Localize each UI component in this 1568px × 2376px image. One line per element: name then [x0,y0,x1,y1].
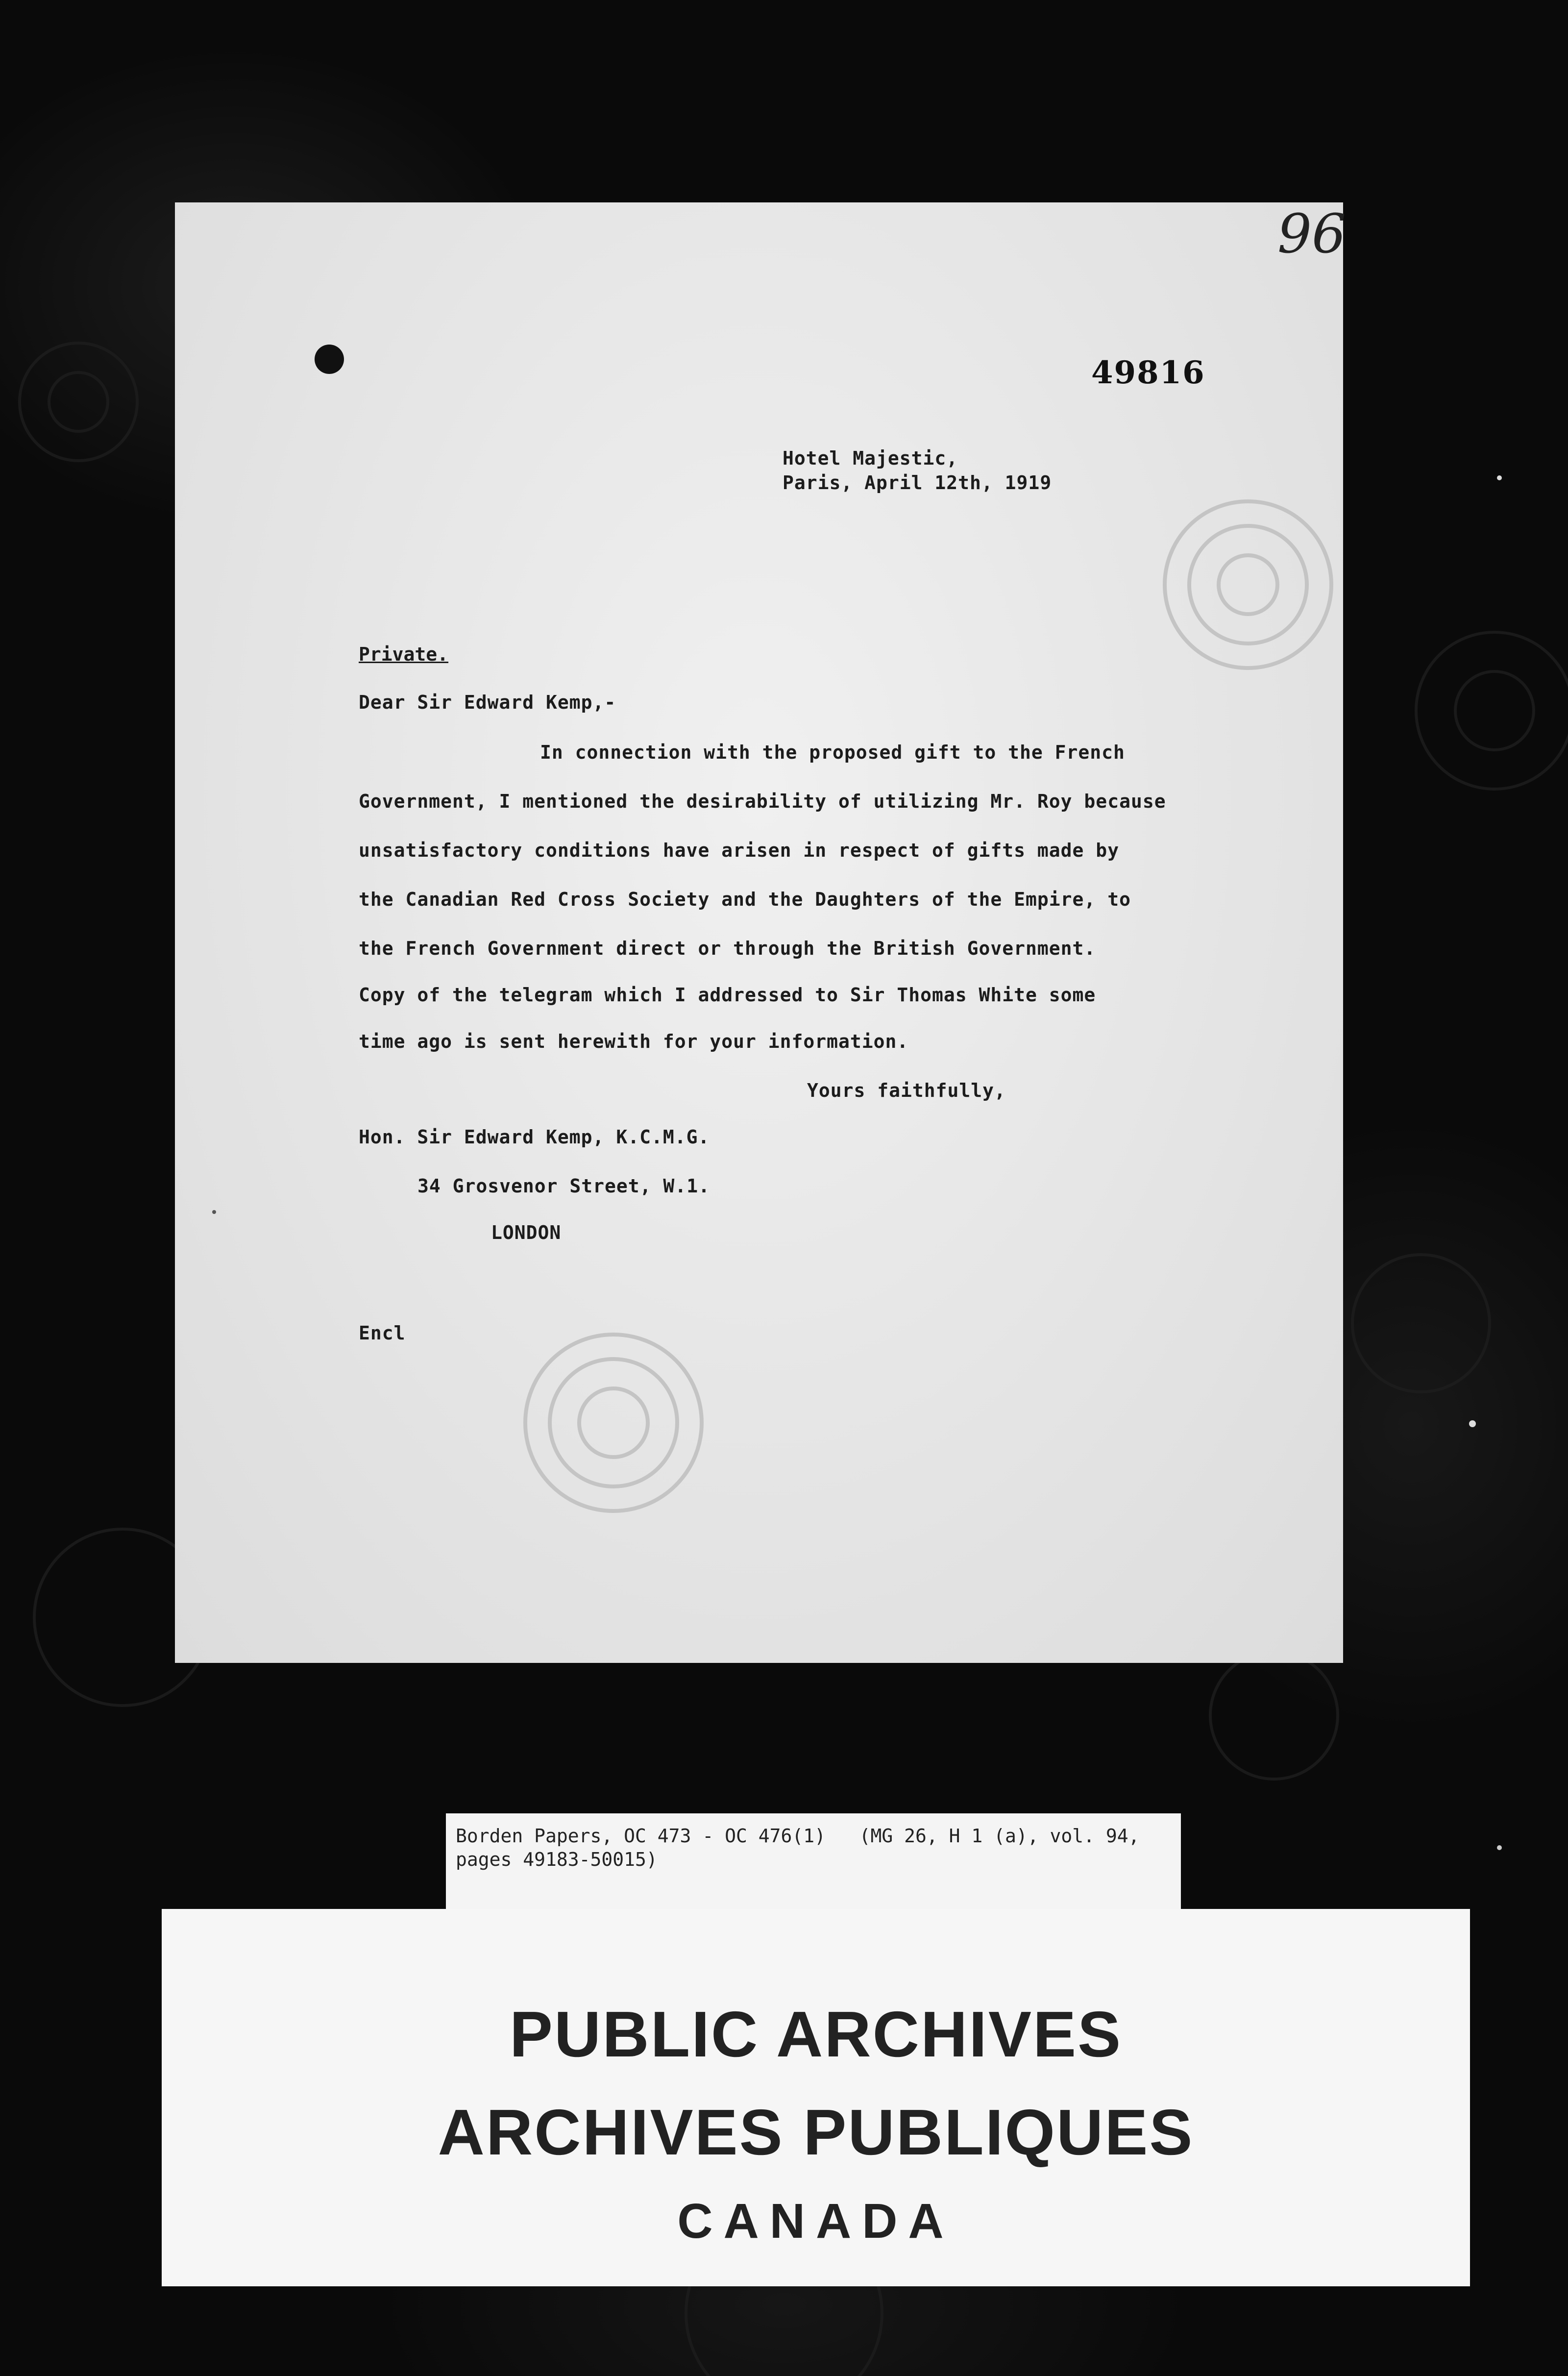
banner-line-english: PUBLIC ARCHIVES [509,1998,1123,2070]
body-line-2: Government, I mentioned the desirability of utilizing Mr. Roy because [359,791,1166,812]
archive-stamp-marks [175,202,1343,1663]
body-line-4: the Canadian Red Cross Society and the Daughters of the Empire, to [359,889,1131,910]
body-line-3: unsatisfactory conditions have arisen in respect of gifts made by [359,840,1120,861]
archive-citation-label: Borden Papers, OC 473 - OC 476(1) (MG 26, H 1 (a), vol. 94, pages 49183-50015) [446,1813,1181,1911]
letter-page [175,202,1346,1663]
classification-label: Private. [359,644,449,665]
sender-address-line-2: Paris, April 12th, 1919 [783,472,1052,494]
body-line-6: Copy of the telegram which I addressed to Sir Thomas White some [359,984,1096,1006]
body-line-1: In connection with the proposed gift to the French [540,742,1125,763]
salutation: Dear Sir Edward Kemp,- [359,692,616,713]
body-line-5: the French Government direct or through the British Government. [359,938,1096,959]
recipient-city: LONDON [491,1222,562,1243]
closing: Yours faithfully, [807,1080,1006,1101]
public-archives-banner [162,1909,1470,2286]
banner-line-country: CANADA [677,2194,955,2249]
body-line-7: time ago is sent herewith for your information. [359,1031,909,1052]
enclosure-note: Encl [359,1322,406,1344]
recipient-street: 34 Grosvenor Street, W.1. [417,1175,710,1197]
recipient-name: Hon. Sir Edward Kemp, K.C.M.G. [359,1126,710,1148]
handwritten-page-number: 96 [1277,202,1346,265]
banner-line-french: ARCHIVES PUBLIQUES [438,2096,1194,2168]
document-number: 49816 [1091,354,1205,391]
sender-address-line-1: Hotel Majestic, [783,447,958,469]
